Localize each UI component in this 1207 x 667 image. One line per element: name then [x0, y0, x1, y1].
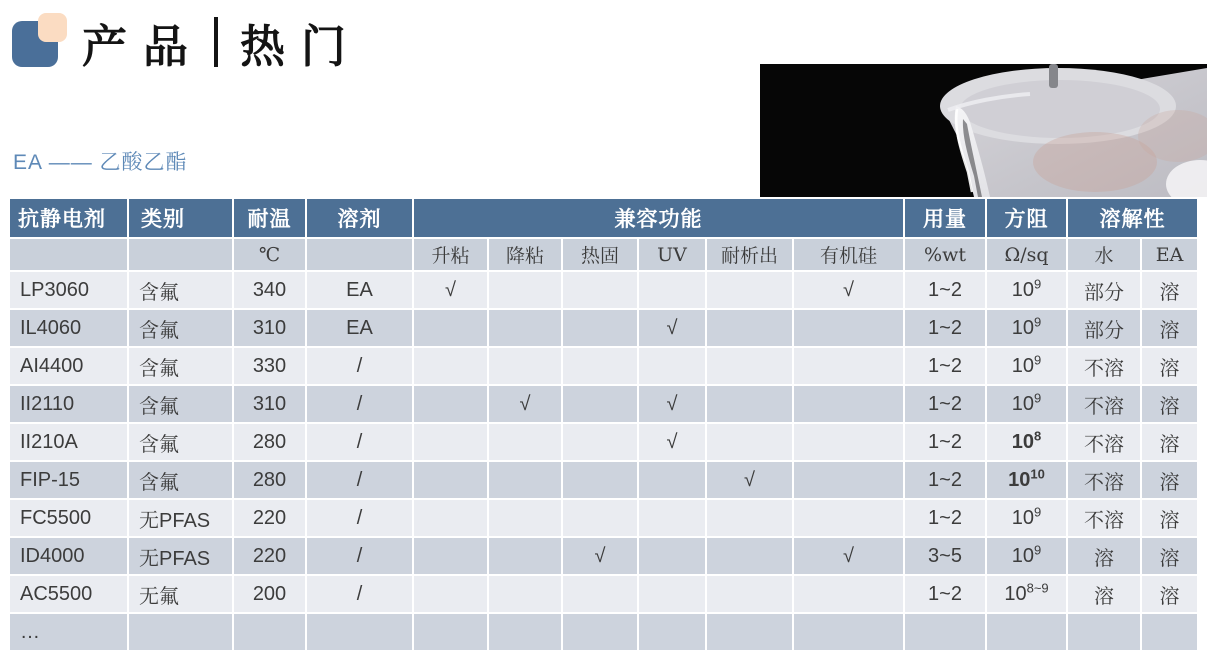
product-name-cell: FIP-15: [10, 462, 127, 498]
col-compatible-functions: 兼容功能: [414, 199, 903, 237]
table-row: [10, 500, 1197, 536]
table-cell: 280: [234, 462, 305, 498]
table-cell: 溶: [1142, 310, 1197, 346]
table-cell: [639, 614, 705, 650]
table-cell: [414, 538, 487, 574]
table-cell: 溶: [1068, 576, 1140, 612]
table-cell: EA: [307, 310, 412, 346]
table-cell: 溶: [1142, 500, 1197, 536]
table-cell: [489, 500, 561, 536]
table-cell: [707, 538, 792, 574]
table-cell: 310: [234, 310, 305, 346]
table-row: [10, 386, 1197, 422]
table-cell: √: [794, 538, 903, 574]
table-row: [10, 538, 1197, 574]
table-cell: 不溶: [1068, 500, 1140, 536]
subcol-precipitation-resistant: 耐析出: [707, 239, 792, 270]
table-cell: $10^{10}$: [987, 462, 1066, 498]
product-name-cell: II210A: [10, 424, 127, 460]
table-cell: 溶: [1142, 538, 1197, 574]
table-cell: [707, 614, 792, 650]
table-cell: [707, 500, 792, 536]
subcol-celsius: ℃: [234, 239, 305, 270]
product-photo: [760, 64, 1207, 197]
table-cell: $10^9$: [987, 500, 1066, 536]
table-cell: [489, 348, 561, 384]
product-table: [8, 197, 1199, 652]
table-cell: [707, 386, 792, 422]
table-cell: 无氟: [129, 576, 232, 612]
table-cell: 含氟: [129, 272, 232, 308]
table-cell: 1~2: [905, 462, 985, 498]
col-sheet-resistance: 方阻: [987, 199, 1066, 237]
col-temp-resistance: 耐温: [234, 199, 305, 237]
subcol-ohm-sq: Ω/sq: [987, 239, 1066, 270]
table-cell: /: [307, 576, 412, 612]
table-cell: [414, 424, 487, 460]
table-cell: [414, 614, 487, 650]
table-cell: 无PFAS: [129, 500, 232, 536]
table-cell: [639, 348, 705, 384]
table-header-row: [10, 199, 1197, 237]
table-cell: /: [307, 348, 412, 384]
table-cell: [414, 348, 487, 384]
table-cell: [414, 576, 487, 612]
table-row: [10, 614, 1197, 650]
table-cell: [563, 500, 637, 536]
page-title-left: 产品: [82, 19, 205, 73]
table-cell: 310: [234, 386, 305, 422]
table-row: [10, 348, 1197, 384]
subcol-uv: UV: [639, 239, 705, 270]
table-cell: [414, 462, 487, 498]
table-cell: $10^9$: [987, 348, 1066, 384]
table-cell: [489, 272, 561, 308]
table-cell: 含氟: [129, 348, 232, 384]
table-cell: [489, 462, 561, 498]
table-cell: 1~2: [905, 310, 985, 346]
table-cell: √: [707, 462, 792, 498]
table-subheader-row: [10, 239, 1197, 270]
product-name-cell: II2110: [10, 386, 127, 422]
table-cell: 1~2: [905, 386, 985, 422]
table-cell: 1~2: [905, 500, 985, 536]
table-cell: [794, 500, 903, 536]
table-cell: [639, 500, 705, 536]
table-cell: [794, 310, 903, 346]
table-cell: [489, 538, 561, 574]
table-cell: [563, 462, 637, 498]
table-cell: 不溶: [1068, 386, 1140, 422]
product-name-cell: ID4000: [10, 538, 127, 574]
page-title-right: 热门: [240, 19, 363, 73]
table-cell: /: [307, 538, 412, 574]
product-name-cell: LP3060: [10, 272, 127, 308]
table-cell: 1~2: [905, 348, 985, 384]
table-cell: [905, 614, 985, 650]
table-cell: [563, 310, 637, 346]
subcol-viscosity-up: 升粘: [414, 239, 487, 270]
table-cell: 不溶: [1068, 348, 1140, 384]
table-row: [10, 272, 1197, 308]
table-cell: 220: [234, 500, 305, 536]
logo-peach-square-icon: [38, 13, 67, 42]
table-cell: [639, 272, 705, 308]
table-row: [10, 310, 1197, 346]
table-cell: 200: [234, 576, 305, 612]
table-cell: 溶: [1142, 348, 1197, 384]
table-cell: 330: [234, 348, 305, 384]
table-cell: 部分: [1068, 272, 1140, 308]
subcol-wt-percent: %wt: [905, 239, 985, 270]
table-row: [10, 424, 1197, 460]
table-row: [10, 576, 1197, 612]
table-cell: √: [639, 386, 705, 422]
table-cell: $10^9$: [987, 310, 1066, 346]
table-cell: [563, 272, 637, 308]
table-cell: /: [307, 386, 412, 422]
table-cell: [707, 272, 792, 308]
subcol-thermoset: 热固: [563, 239, 637, 270]
table-cell: 不溶: [1068, 462, 1140, 498]
table-cell: 无PFAS: [129, 538, 232, 574]
table-cell: 溶: [1142, 424, 1197, 460]
table-cell: [639, 576, 705, 612]
table-cell: [563, 424, 637, 460]
subcol-blank: [129, 239, 232, 270]
pouring-liquid-image: [760, 64, 1207, 197]
subcol-water: 水: [1068, 239, 1140, 270]
table-cell: [307, 614, 412, 650]
table-cell: √: [639, 310, 705, 346]
table-cell: [563, 348, 637, 384]
table-cell: 含氟: [129, 424, 232, 460]
table-cell: [794, 462, 903, 498]
table-cell: [639, 538, 705, 574]
table-body: [10, 272, 1197, 650]
title-divider: [214, 17, 218, 67]
table-cell: $10^8$: [987, 424, 1066, 460]
table-cell: [987, 614, 1066, 650]
table-cell: [639, 462, 705, 498]
table-cell: $10^{8\sim 9}$: [987, 576, 1066, 612]
table-cell: [414, 500, 487, 536]
table-cell: [489, 424, 561, 460]
col-solubility: 溶解性: [1068, 199, 1197, 237]
table-cell: 1~2: [905, 272, 985, 308]
product-name-cell: IL4060: [10, 310, 127, 346]
table-cell: 溶: [1068, 538, 1140, 574]
table-cell: [1068, 614, 1140, 650]
table-cell: $10^9$: [987, 386, 1066, 422]
table-cell: [563, 576, 637, 612]
subcol-silicone: 有机硅: [794, 239, 903, 270]
table-cell: [489, 310, 561, 346]
table-row: [10, 462, 1197, 498]
table-cell: $10^9$: [987, 272, 1066, 308]
table-cell: /: [307, 500, 412, 536]
table-cell: 溶: [1142, 576, 1197, 612]
table-cell: [794, 348, 903, 384]
table-cell: 280: [234, 424, 305, 460]
section-subtitle: EA —— 乙酸乙酯: [13, 151, 188, 174]
table-cell: [234, 614, 305, 650]
subcol-ea: EA: [1142, 239, 1197, 270]
table-cell: /: [307, 462, 412, 498]
table-cell: 含氟: [129, 386, 232, 422]
table-cell: [563, 614, 637, 650]
table-cell: EA: [307, 272, 412, 308]
table-cell: √: [489, 386, 561, 422]
table-cell: [414, 386, 487, 422]
col-solvent: 溶剂: [307, 199, 412, 237]
table-cell: [129, 614, 232, 650]
table-cell: 1~2: [905, 424, 985, 460]
table-cell: √: [563, 538, 637, 574]
table-cell: [707, 576, 792, 612]
table-cell: [489, 576, 561, 612]
product-name-cell: AC5500: [10, 576, 127, 612]
table-cell: 1~2: [905, 576, 985, 612]
table-cell: 不溶: [1068, 424, 1140, 460]
product-name-cell: AI4400: [10, 348, 127, 384]
table-cell: [414, 310, 487, 346]
table-cell: [489, 614, 561, 650]
table-cell: [794, 576, 903, 612]
table-cell: 溶: [1142, 462, 1197, 498]
table-cell: 部分: [1068, 310, 1140, 346]
table-cell: [707, 348, 792, 384]
table-cell: [794, 386, 903, 422]
col-category: 类别: [129, 199, 232, 237]
table-cell: [794, 614, 903, 650]
page-title: [82, 10, 362, 74]
table-cell: √: [794, 272, 903, 308]
table-cell: 340: [234, 272, 305, 308]
subcol-blank: [10, 239, 127, 270]
table-cell: [794, 424, 903, 460]
table-cell: 含氟: [129, 310, 232, 346]
product-name-cell: …: [10, 614, 127, 650]
table-cell: /: [307, 424, 412, 460]
table-cell: 溶: [1142, 386, 1197, 422]
table-cell: 3~5: [905, 538, 985, 574]
table-cell: 220: [234, 538, 305, 574]
table-cell: [707, 424, 792, 460]
table-cell: 含氟: [129, 462, 232, 498]
product-name-cell: FC5500: [10, 500, 127, 536]
table-cell: $10^9$: [987, 538, 1066, 574]
subcol-blank: [307, 239, 412, 270]
table-cell: [1142, 614, 1197, 650]
brand-logo: [0, 0, 80, 80]
table-cell: [707, 310, 792, 346]
col-antistatic-agent: 抗静电剂: [10, 199, 127, 237]
col-dosage: 用量: [905, 199, 985, 237]
table-cell: [563, 386, 637, 422]
table-cell: 溶: [1142, 272, 1197, 308]
table-cell: √: [414, 272, 487, 308]
subcol-viscosity-down: 降粘: [489, 239, 561, 270]
table-cell: √: [639, 424, 705, 460]
